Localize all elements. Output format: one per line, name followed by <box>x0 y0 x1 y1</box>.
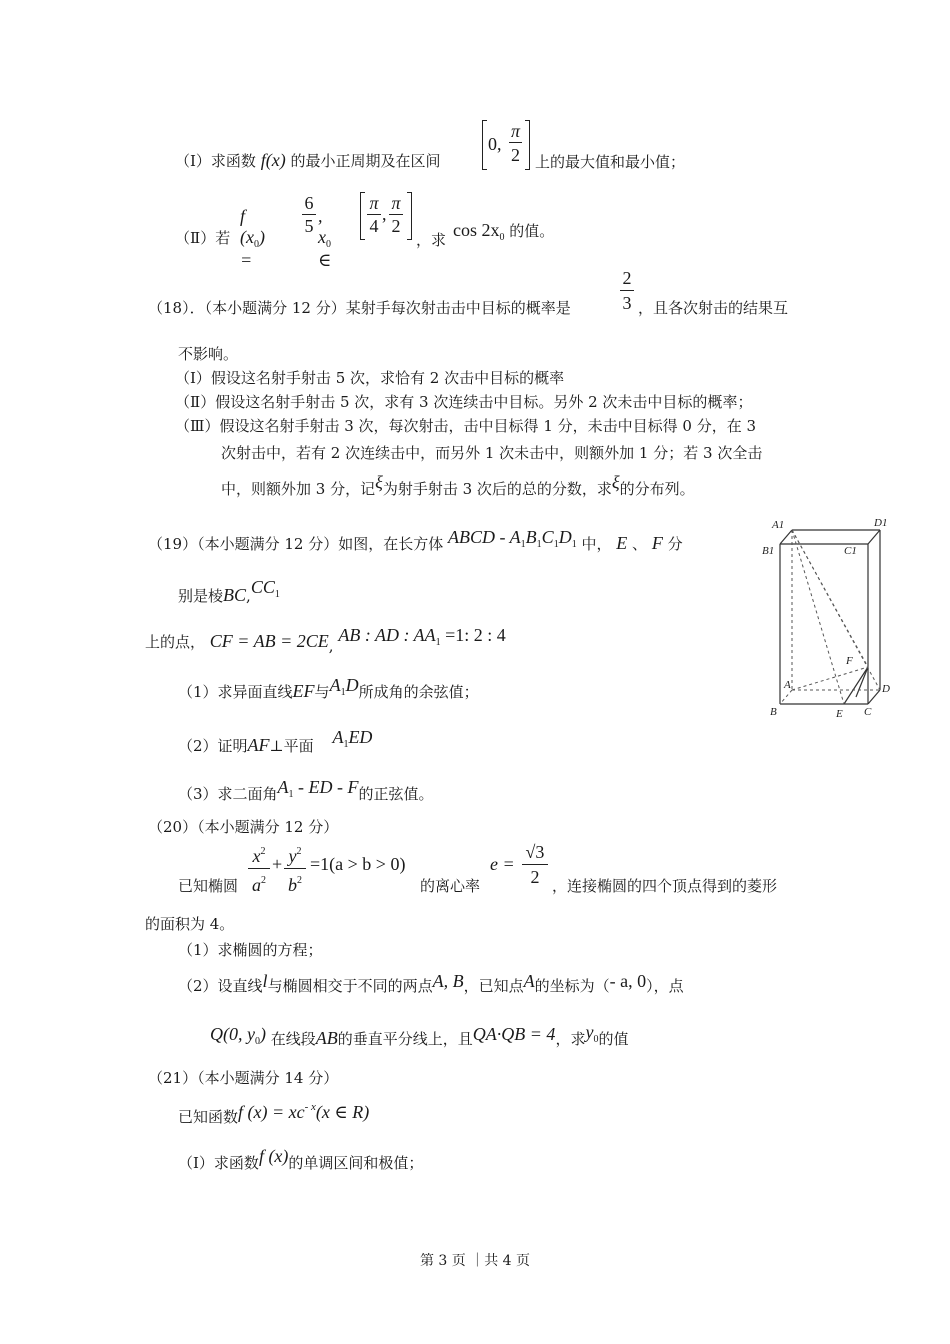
q18-lead-post-text: ，且各次射击的结果互 <box>638 299 789 317</box>
q17-p1-text2: 的最小正周期及在区间 <box>290 152 441 170</box>
q20-known-text: 已知椭圆 <box>178 877 239 895</box>
q20-post-text: ，连接椭圆的四个顶点得到的菱形 <box>552 877 778 895</box>
xi-symbol-b: ξ <box>611 472 620 492</box>
q18-lead-post <box>638 298 788 318</box>
math-dihedral: $A_1$ - ED - F <box>277 777 359 800</box>
frac-six: 6 <box>302 192 316 215</box>
q19-line3a: 上的点， <box>145 633 206 651</box>
fig-label-D: D <box>882 683 890 695</box>
q21-known-text: 已知函数 <box>178 1108 239 1126</box>
q17-p2-mid: ，求 <box>416 231 447 249</box>
math-A1D: $A_1D$ <box>329 675 359 698</box>
frac-five: 5 <box>304 216 314 236</box>
math-l: l <box>262 971 268 991</box>
math-CC1: $CC_1$ <box>250 577 280 600</box>
q18-frac <box>620 266 634 315</box>
q20-ecc <box>420 876 480 896</box>
math-fx: f(x) <box>260 150 286 170</box>
q18-i-text: （Ⅰ）假设这名射手射击 5 次，求恰有 2 次击中目标的概率 <box>175 369 565 387</box>
q21-part1 <box>178 1146 423 1173</box>
q21-known <box>178 1097 369 1127</box>
q18-part2 <box>175 392 752 412</box>
fig-label-E: E <box>836 708 843 720</box>
q17-part1 <box>175 150 441 171</box>
q19-p3a: （3）求二面角 <box>178 785 278 803</box>
q17-p1-post-text: 上的最大值和最小值； <box>535 153 686 171</box>
frac-y2: $y^2$ <box>284 840 306 869</box>
q20-p2d: 的坐标为（ <box>534 977 610 995</box>
fig-label-B: B <box>770 706 777 718</box>
q20-p2a: （2）设直线 <box>178 977 263 995</box>
pi-a: π <box>367 192 381 215</box>
q21-p1a: （Ⅰ）求函数 <box>178 1154 259 1172</box>
q19-part1 <box>178 675 479 703</box>
q18-line2-text: 不影响。 <box>178 345 239 363</box>
q17-part2-cos <box>453 220 554 248</box>
fig-label-D1: D1 <box>874 517 888 529</box>
q19-p1b: 与 <box>314 683 330 701</box>
q19-line2 <box>178 577 280 606</box>
frac-x2: $x^2$ <box>248 840 270 869</box>
q18-iii3b: 为射手射击 3 次后的总的分数，求 <box>382 480 612 498</box>
q19-p1c: 所成角的余弦值； <box>358 683 479 701</box>
fig-label-C: C <box>864 706 872 718</box>
math-BC: BC <box>223 585 247 605</box>
math-y0: $y_0$ <box>585 1022 599 1045</box>
q20-p2b: 与椭圆相交于不同的两点 <box>267 977 433 995</box>
interval-bracket <box>482 120 530 170</box>
ellipse-cond: =1(a > b > 0) <box>310 854 406 874</box>
q19-lead <box>148 527 683 555</box>
q21-lead <box>148 1068 338 1088</box>
q18-lead-text: （18）．（本小题满分 12 分）某射手每次射击击中目标的概率是 <box>148 299 571 317</box>
math-ratio: AB : AD : $AA_1 =1$: 2 : 4 <box>338 625 506 648</box>
q20-p2c: ，已知点 <box>463 977 524 995</box>
math-EF: EF <box>292 681 315 701</box>
comma: , <box>246 587 251 605</box>
q19-part3 <box>178 777 434 805</box>
q20-lead <box>148 817 338 837</box>
q19-p3b: 的正弦值。 <box>358 785 434 803</box>
q21-p1b: 的单调区间和极值； <box>288 1154 424 1172</box>
math-F: F <box>651 533 663 553</box>
math-cos: $\cos 2x_0$ <box>453 220 505 243</box>
math-Q: Q(0, $y_0$) <box>210 1024 266 1047</box>
q18-part1 <box>175 368 564 388</box>
q18-lead <box>148 298 571 318</box>
q21-lead-text: （21）（本小题满分 14 分） <box>148 1069 339 1087</box>
two-b: 2 <box>391 216 401 236</box>
math-solid: ABCD - $A_1B_1C_1D_1$ <box>448 527 577 550</box>
q18-ii-text: （Ⅱ）假设这名射手射击 5 次，求有 3 次连续击中目标。另外 2 次未击中目标的概率； <box>175 393 753 411</box>
math-E: E <box>616 533 628 553</box>
q20-p3a: 在线段 <box>270 1030 316 1048</box>
q19-line3: 上的点， CF = AB = 2CE, AB : AD : $AA_1 =1$: 2 : 4 <box>145 625 506 655</box>
fig-label-B1: B1 <box>762 545 775 557</box>
q18-part3-line1 <box>175 416 756 436</box>
math-fx0: f $(x_0)$ = <box>240 206 265 270</box>
math-ABseg: AB <box>315 1028 338 1048</box>
sep: 、 <box>632 535 648 553</box>
q20-ecc-text: 的离心率 <box>420 877 481 895</box>
interval-left: 0, <box>488 134 502 154</box>
q20-area-text: 的面积为 4。 <box>145 915 235 933</box>
fig-label-F: F <box>846 655 853 667</box>
q20-part2-line2 <box>210 1022 628 1052</box>
q18-iii1-text: （Ⅲ）假设这名射手射击 3 次，每次射击，击中目标得 1 分，未击中目标得 0 分，在 3 <box>175 417 757 435</box>
q18-line2 <box>178 344 238 364</box>
math-AB: A, B <box>432 971 464 991</box>
two: 2 <box>530 867 540 887</box>
sqrt3: √3 <box>522 840 548 865</box>
frac-a2: $a^2$ <box>252 875 266 895</box>
frac-2: 2 <box>620 266 634 291</box>
fig-label-A1: A1 <box>772 519 785 531</box>
math-fx-q21: f (x) <box>258 1146 289 1166</box>
q17-part2-post <box>416 230 446 250</box>
pi-num: π <box>511 121 521 141</box>
math-A: A <box>523 971 535 991</box>
q20-p3b: 的垂直平分线上，且 <box>337 1030 473 1048</box>
q19-p1a: （1）求异面直线 <box>178 683 293 701</box>
q19-part2 <box>178 727 372 756</box>
q20-p3d: 的值 <box>598 1030 629 1048</box>
q20-part1 <box>178 940 323 960</box>
cuboid-figure <box>760 512 900 727</box>
math-AF: AF <box>247 735 270 755</box>
math-eq1: CF = AB = 2CE <box>209 631 329 651</box>
math-dot: QA·QB = 4 <box>472 1024 556 1044</box>
q20-known <box>178 876 238 896</box>
q20-p3c: ，求 <box>555 1030 586 1048</box>
q18-part3-line3 <box>221 472 695 499</box>
q17-p2-post: 的值。 <box>509 222 555 240</box>
frac-3: 3 <box>622 293 632 313</box>
q20-area <box>145 914 234 934</box>
q19-line2a: 别是棱 <box>178 587 224 605</box>
q17-part2-label <box>175 228 230 248</box>
q18-iii3a: 中，则额外加 3 分，记 <box>221 480 376 498</box>
q19-p2a: （2）证明 <box>178 737 248 755</box>
q18-iii3c: 的分布列。 <box>619 480 695 498</box>
pi-b: π <box>389 192 403 215</box>
q18-part3-line2 <box>221 443 762 463</box>
q17-p1-text: （Ⅰ）求函数 <box>175 152 256 170</box>
math-e: e = <box>490 854 515 874</box>
q19-lead-text: （19）（本小题满分 12 分）如图，在长方体 <box>148 535 444 553</box>
q18-iii2-text: 次射击中，若有 2 次连续击中，而另外 1 次未击中，则额外加 1 分；若 3 次全击 <box>221 444 763 462</box>
fig-label-A: A <box>784 679 791 691</box>
q17-part1-post <box>535 152 685 172</box>
q20-part2 <box>178 971 684 996</box>
math-func: f $(x) = xc^{- x}(x$ ∈ R) <box>238 1101 370 1122</box>
q20-post <box>552 876 777 896</box>
four: 4 <box>369 216 379 236</box>
q17-part2-bracket: π 4 , π 2 <box>360 192 412 240</box>
q17-p2-text: （Ⅱ）若 <box>175 229 231 247</box>
page-footer: 第 3 页 ｜共 4 页 <box>419 1253 531 1269</box>
math-coord: - a, 0 <box>609 971 647 991</box>
xi-symbol-a: ξ <box>375 472 383 492</box>
q19-mid: 中， <box>581 535 612 553</box>
fen: 分 <box>667 535 683 553</box>
fig-label-C1: C1 <box>844 545 857 557</box>
math-A1ED: $A_1ED$ <box>332 727 373 750</box>
q20-p2e: ），点 <box>646 977 684 995</box>
perp: ⊥平面 <box>269 737 314 755</box>
q20-p1-text: （1）求椭圆的方程； <box>178 941 323 959</box>
math-x0-in: , $x_0$ ∈ <box>318 206 332 270</box>
frac-b2: $b^2$ <box>288 875 302 895</box>
q20-lead-text: （20）（本小题满分 12 分） <box>148 818 339 836</box>
two-den: 2 <box>511 145 521 165</box>
cuboid-svg <box>760 512 900 727</box>
